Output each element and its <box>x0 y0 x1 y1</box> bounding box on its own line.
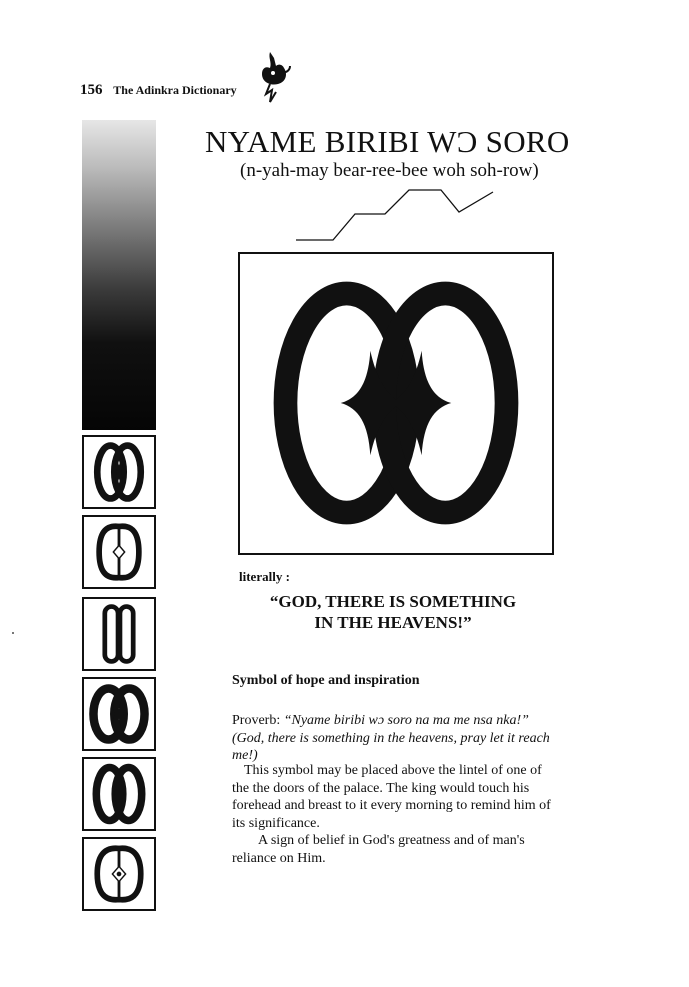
subheading: Symbol of hope and inspiration <box>232 673 420 688</box>
literally-label: literally : <box>239 569 290 584</box>
scan-speck <box>12 632 14 634</box>
tone-contour-line <box>293 188 503 244</box>
literal-translation <box>238 591 548 633</box>
thumbnail-6 <box>82 837 156 911</box>
sankofa-bird-icon <box>256 50 292 104</box>
symbol-variant-1-icon <box>84 437 154 507</box>
symbol-variant-2-icon <box>84 517 154 587</box>
body-paragraph-2: A sign of belief in God's greatness and of man's reliance on Him. <box>232 833 525 866</box>
decorative-gradient-bar <box>82 120 156 430</box>
symbol-variant-4-icon <box>84 679 154 749</box>
running-header <box>80 82 237 99</box>
body-paragraph-1: This symbol may be placed above the lintel of one of the the doors of the palace. The king would touch his forehead and breast to it every morning to remind him of its significance. <box>232 763 551 831</box>
main-symbol-box <box>238 252 554 555</box>
symbol-variant-3-icon <box>84 599 154 669</box>
book-title: The Adinkra Dictionary <box>113 83 237 97</box>
translation-line-1: “GOD, THERE IS SOMETHING <box>269 592 517 611</box>
proverb-text: “Nyame biribi wɔ soro na ma me nsa nka!” <box>283 713 529 728</box>
thumbnail-2 <box>82 515 156 589</box>
thumbnail-3 <box>82 597 156 671</box>
proverb-translation: (God, there is something in the heavens, pray let it reach me!) <box>232 730 550 763</box>
symbol-title: NYAME BIRIBI WƆ SORO <box>205 124 570 159</box>
thumbnail-1 <box>82 435 156 509</box>
translation-line-2: IN THE HEAVENS!” <box>314 613 472 632</box>
pronunciation: (n-yah-may bear-ree-bee woh soh-row) <box>240 160 539 181</box>
page-number: 156 <box>80 82 103 98</box>
proverb-paragraph <box>232 712 552 765</box>
symbol-variant-5-icon <box>84 759 154 829</box>
proverb-label: Proverb: <box>232 713 281 728</box>
nyame-biribi-wo-soro-symbol-icon <box>240 254 552 553</box>
thumbnail-4 <box>82 677 156 751</box>
symbol-variant-6-icon <box>84 839 154 909</box>
thumbnail-5 <box>82 757 156 831</box>
